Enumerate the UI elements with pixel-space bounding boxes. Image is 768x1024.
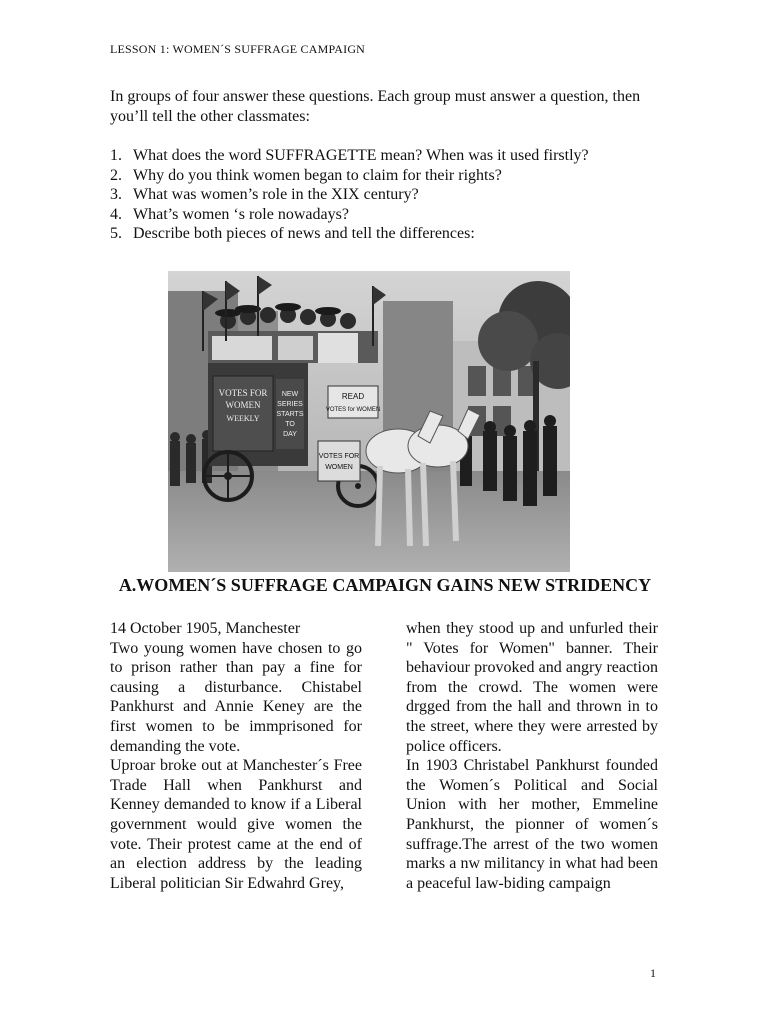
article-column-left: [110, 619, 362, 893]
svg-text:WOMEN: WOMEN: [325, 464, 353, 471]
question-number: 3.: [110, 186, 122, 203]
suffragette-bus-photo: [168, 271, 570, 572]
article-paragraph: In 1903 Christabel Pankhurst founded the Women´s Political and Social Union with her mother, Emmeline Pankhurst, the pionner of women´s suffrage.The arrest of the two women marks a nw militancy in what had been a peaceful law-biding campaign: [406, 757, 658, 892]
svg-text:TO: TO: [285, 421, 295, 428]
article-dateline: 14 October 1905, Manchester: [110, 620, 301, 637]
bus-poster-text: VOTES FOR: [218, 388, 268, 398]
intro-text: In groups of four answer these questions. Each group must answer a question, then you’ll tell the other classmates:: [110, 88, 641, 125]
page-header: LESSON 1: WOMEN´S SUFFRAGE CAMPAIGN: [110, 42, 366, 56]
question-number: 5.: [110, 225, 122, 242]
question-text: Why do you think women began to claim for their rights?: [133, 166, 502, 184]
article-column-right: [406, 619, 658, 893]
question-text: What’s women ‘s role nowadays?: [133, 205, 349, 223]
question-item: [110, 166, 589, 186]
question-item: [110, 146, 589, 166]
question-list: [110, 146, 589, 244]
question-item: [110, 205, 589, 225]
svg-text:VOTES FOR: VOTES FOR: [318, 453, 360, 460]
question-number: 1.: [110, 147, 122, 164]
article-paragraph: Uproar broke out at Manchester´s Free Trade Hall when Pankhurst and Kenney demanded to know if a Liberal government would give women the vote. Their protest came at the end of an election address by the leading Liberal politician Sir Edwahrd Grey,: [110, 757, 362, 892]
page-number: 1: [650, 966, 656, 980]
svg-text:STARTS: STARTS: [276, 411, 304, 418]
svg-text:SERIES: SERIES: [277, 401, 303, 408]
question-text: Describe both pieces of news and tell the differences:: [133, 225, 475, 242]
question-text: What was women’s role in the XIX century?: [133, 186, 419, 203]
article-title: A.WOMEN´S SUFFRAGE CAMPAIGN GAINS NEW STRIDENCY: [118, 575, 652, 595]
article-paragraph: Two young women have chosen to go to prison rather than pay a fine for causing a disturbance. Chistabel Pankhurst and Annie Keney are the first women to be immprisoned for demanding the vote.: [110, 639, 362, 755]
question-item: [110, 185, 589, 205]
svg-text:VOTES for WOMEN: VOTES for WOMEN: [325, 407, 381, 413]
article-paragraph: when they stood up and unfurled their " Votes for Women" banner. Their behaviour provoked and angry reaction from the crowd. The women were drgged from the hall and thrown in to the street, where they were arrested by police officers.: [406, 620, 658, 755]
svg-text:WOMEN: WOMEN: [225, 400, 261, 410]
question-item: [110, 224, 589, 244]
svg-text:NEW: NEW: [281, 391, 299, 398]
question-number: 2.: [110, 166, 122, 184]
svg-text:READ: READ: [341, 392, 365, 401]
svg-text:DAY: DAY: [283, 431, 297, 438]
svg-text:WEEKLY: WEEKLY: [226, 414, 260, 423]
question-text: What does the word SUFFRAGETTE mean? When was it used firstly?: [133, 147, 589, 164]
question-number: 4.: [110, 205, 122, 223]
